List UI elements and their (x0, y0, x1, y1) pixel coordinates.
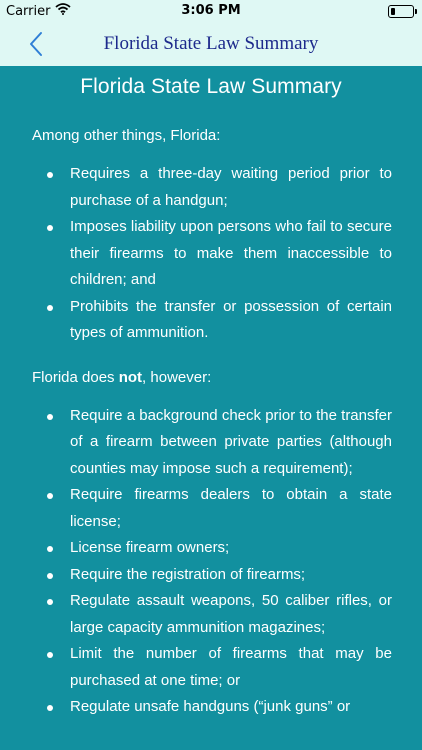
list-item: License firearm owners; (70, 535, 392, 562)
list-item: Prohibits the transfer or possession of certain types of ammunition. (70, 294, 392, 347)
not-intro-emph: not (118, 368, 143, 386)
list-item: Require firearms dealers to obtain a state license; (70, 482, 392, 535)
navigation-bar (0, 22, 422, 66)
list-item: Require the registration of firearms; (70, 562, 392, 589)
not-intro-post: , however: (142, 368, 212, 386)
status-time: 3:06 PM (181, 3, 241, 18)
carrier-label: Carrier (6, 3, 51, 19)
law-summary-content[interactable] (0, 66, 422, 750)
not-intro-paragraph (32, 365, 422, 391)
nav-title: Florida State Law Summary (103, 33, 319, 54)
list-item: Require a background check prior to the transfer of a firearm between private parties (although counties may impose such a requirement); (70, 403, 392, 483)
status-bar (0, 0, 422, 22)
list-item: Limit the number of firearms that may be purchased at one time; or (70, 641, 392, 694)
intro-paragraph: Among other things, Florida: (32, 127, 221, 144)
does-list (70, 161, 392, 347)
battery-icon (388, 5, 414, 18)
battery-fill (391, 8, 395, 15)
page-title: Florida State Law Summary (80, 75, 342, 98)
list-item: Requires a three-day waiting period prior to purchase of a handgun; (70, 161, 392, 214)
not-intro-pre: Florida does (32, 368, 119, 386)
list-item: Regulate assault weapons, 50 caliber rifles, or large capacity ammunition magazines; (70, 588, 392, 641)
list-item: Regulate unsafe handguns (“junk guns” or (70, 694, 392, 721)
not-list (70, 403, 392, 721)
list-item: Imposes liability upon persons who fail to secure their firearms to make them inaccessible to children; and (70, 214, 392, 294)
